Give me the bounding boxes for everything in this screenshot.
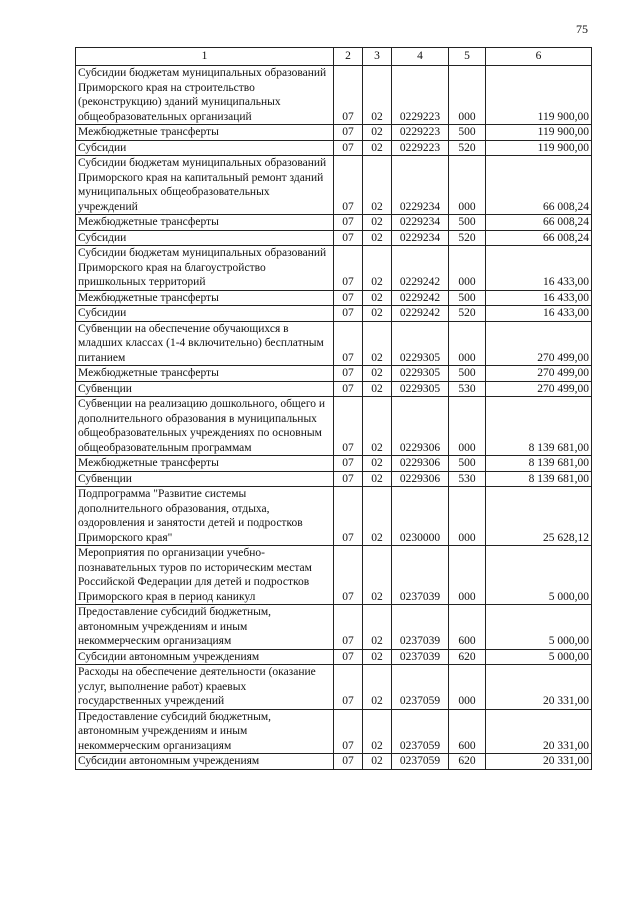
expense-name-cell: Субсидии бюджетам муниципальных образований Приморского края на строительство (реконструкцию) зданий муниципальных общеобразовательных организаций [76, 66, 334, 125]
target-code-cell: 0229305 [392, 321, 449, 366]
amount-cell: 5 000,00 [486, 546, 592, 605]
table-row [76, 709, 592, 754]
table-row [76, 397, 592, 456]
expense-name-cell: Межбюджетные трансферты [76, 215, 334, 231]
section-code-cell: 07 [334, 471, 363, 487]
target-code-cell: 0229234 [392, 156, 449, 215]
expense-type-cell: 000 [449, 546, 486, 605]
section-code-cell: 07 [334, 140, 363, 156]
table-row [76, 140, 592, 156]
target-code-cell: 0229305 [392, 366, 449, 382]
expense-type-cell: 530 [449, 381, 486, 397]
expense-type-cell: 000 [449, 397, 486, 456]
subsection-code-cell: 02 [363, 246, 392, 291]
amount-cell: 16 433,00 [486, 246, 592, 291]
amount-cell: 119 900,00 [486, 125, 592, 141]
subsection-code-cell: 02 [363, 605, 392, 650]
subsection-code-cell: 02 [363, 321, 392, 366]
subsection-code-cell: 02 [363, 215, 392, 231]
expense-name-cell: Подпрограмма "Развитие системы дополнительного образования, отдыха, оздоровления и занятости детей и подростков Приморского края" [76, 487, 334, 546]
table-row [76, 246, 592, 291]
subsection-code-cell: 02 [363, 649, 392, 665]
expense-name-cell: Предоставление субсидий бюджетным, автономным учреждениям и иным некоммерческим организациям [76, 605, 334, 650]
target-code-cell: 0229306 [392, 471, 449, 487]
section-code-cell: 07 [334, 709, 363, 754]
subsection-code-cell: 02 [363, 754, 392, 770]
table-row [76, 754, 592, 770]
table-row [76, 66, 592, 125]
section-code-cell: 07 [334, 156, 363, 215]
header-row [76, 48, 592, 66]
section-code-cell: 07 [334, 125, 363, 141]
table-row [76, 605, 592, 650]
subsection-code-cell: 02 [363, 366, 392, 382]
section-code-cell: 07 [334, 605, 363, 650]
table-row [76, 156, 592, 215]
table-row [76, 306, 592, 322]
table-row [76, 487, 592, 546]
expense-type-cell: 520 [449, 230, 486, 246]
section-code-cell: 07 [334, 754, 363, 770]
amount-cell: 5 000,00 [486, 649, 592, 665]
expense-type-cell: 520 [449, 140, 486, 156]
expense-name-cell: Субсидии автономным учреждениям [76, 754, 334, 770]
subsection-code-cell: 02 [363, 381, 392, 397]
target-code-cell: 0237059 [392, 754, 449, 770]
subsection-code-cell: 02 [363, 546, 392, 605]
target-code-cell: 0229242 [392, 290, 449, 306]
expense-type-cell: 620 [449, 649, 486, 665]
table-row [76, 471, 592, 487]
section-code-cell: 07 [334, 306, 363, 322]
expense-name-cell: Межбюджетные трансферты [76, 366, 334, 382]
table-row [76, 321, 592, 366]
header-col-3: 3 [363, 48, 392, 66]
target-code-cell: 0229223 [392, 66, 449, 125]
amount-cell: 270 499,00 [486, 321, 592, 366]
expense-type-cell: 000 [449, 66, 486, 125]
amount-cell: 66 008,24 [486, 230, 592, 246]
subsection-code-cell: 02 [363, 471, 392, 487]
expense-type-cell: 500 [449, 125, 486, 141]
amount-cell: 5 000,00 [486, 605, 592, 650]
header-col-2: 2 [334, 48, 363, 66]
section-code-cell: 07 [334, 649, 363, 665]
subsection-code-cell: 02 [363, 665, 392, 710]
target-code-cell: 0230000 [392, 487, 449, 546]
subsection-code-cell: 02 [363, 709, 392, 754]
section-code-cell: 07 [334, 487, 363, 546]
expense-name-cell: Предоставление субсидий бюджетным, автономным учреждениям и иным некоммерческим организациям [76, 709, 334, 754]
expense-name-cell: Межбюджетные трансферты [76, 456, 334, 472]
section-code-cell: 07 [334, 381, 363, 397]
amount-cell: 16 433,00 [486, 290, 592, 306]
section-code-cell: 07 [334, 456, 363, 472]
target-code-cell: 0229242 [392, 246, 449, 291]
table-row [76, 649, 592, 665]
amount-cell: 8 139 681,00 [486, 456, 592, 472]
amount-cell: 270 499,00 [486, 381, 592, 397]
expense-type-cell: 500 [449, 456, 486, 472]
amount-cell: 20 331,00 [486, 754, 592, 770]
section-code-cell: 07 [334, 66, 363, 125]
amount-cell: 8 139 681,00 [486, 471, 592, 487]
subsection-code-cell: 02 [363, 66, 392, 125]
expense-type-cell: 500 [449, 290, 486, 306]
target-code-cell: 0237039 [392, 649, 449, 665]
amount-cell: 25 628,12 [486, 487, 592, 546]
expense-type-cell: 600 [449, 605, 486, 650]
expense-name-cell: Субсидии автономным учреждениям [76, 649, 334, 665]
target-code-cell: 0237059 [392, 665, 449, 710]
subsection-code-cell: 02 [363, 456, 392, 472]
expense-type-cell: 520 [449, 306, 486, 322]
target-code-cell: 0237039 [392, 546, 449, 605]
table-body [76, 66, 592, 770]
table-row [76, 456, 592, 472]
table-row [76, 290, 592, 306]
subsection-code-cell: 02 [363, 140, 392, 156]
subsection-code-cell: 02 [363, 125, 392, 141]
expense-name-cell: Субвенции [76, 381, 334, 397]
amount-cell: 119 900,00 [486, 66, 592, 125]
expense-name-cell: Расходы на обеспечение деятельности (оказание услуг, выполнение работ) краевых государственных учреждений [76, 665, 334, 710]
expense-type-cell: 000 [449, 156, 486, 215]
expense-type-cell: 500 [449, 215, 486, 231]
expense-type-cell: 000 [449, 665, 486, 710]
expense-name-cell: Мероприятия по организации учебно-познавательных туров по историческим местам Российской Федерации для детей и подростков Приморского края в период каникул [76, 546, 334, 605]
subsection-code-cell: 02 [363, 290, 392, 306]
section-code-cell: 07 [334, 397, 363, 456]
expense-name-cell: Субсидии [76, 230, 334, 246]
amount-cell: 270 499,00 [486, 366, 592, 382]
amount-cell: 8 139 681,00 [486, 397, 592, 456]
target-code-cell: 0229306 [392, 397, 449, 456]
amount-cell: 119 900,00 [486, 140, 592, 156]
section-code-cell: 07 [334, 665, 363, 710]
subsection-code-cell: 02 [363, 487, 392, 546]
subsection-code-cell: 02 [363, 306, 392, 322]
expense-type-cell: 000 [449, 487, 486, 546]
target-code-cell: 0237059 [392, 709, 449, 754]
table-row [76, 381, 592, 397]
header-col-4: 4 [392, 48, 449, 66]
amount-cell: 20 331,00 [486, 665, 592, 710]
expense-name-cell: Межбюджетные трансферты [76, 290, 334, 306]
amount-cell: 16 433,00 [486, 306, 592, 322]
expense-type-cell: 000 [449, 321, 486, 366]
target-code-cell: 0229305 [392, 381, 449, 397]
subsection-code-cell: 02 [363, 397, 392, 456]
header-col-5: 5 [449, 48, 486, 66]
table-row [76, 215, 592, 231]
expense-type-cell: 500 [449, 366, 486, 382]
section-code-cell: 07 [334, 546, 363, 605]
target-code-cell: 0229223 [392, 125, 449, 141]
table-row [76, 665, 592, 710]
target-code-cell: 0229223 [392, 140, 449, 156]
section-code-cell: 07 [334, 246, 363, 291]
expense-type-cell: 000 [449, 246, 486, 291]
section-code-cell: 07 [334, 215, 363, 231]
expense-name-cell: Субвенции на обеспечение обучающихся в младших классах (1-4 включительно) бесплатным питанием [76, 321, 334, 366]
subsection-code-cell: 02 [363, 156, 392, 215]
target-code-cell: 0229234 [392, 230, 449, 246]
amount-cell: 66 008,24 [486, 156, 592, 215]
expense-name-cell: Субсидии [76, 306, 334, 322]
section-code-cell: 07 [334, 290, 363, 306]
budget-table [75, 47, 592, 770]
subsection-code-cell: 02 [363, 230, 392, 246]
header-col-6: 6 [486, 48, 592, 66]
expense-name-cell: Субсидии бюджетам муниципальных образований Приморского края на благоустройство пришкольных территорий [76, 246, 334, 291]
section-code-cell: 07 [334, 230, 363, 246]
expense-type-cell: 530 [449, 471, 486, 487]
expense-name-cell: Субсидии бюджетам муниципальных образований Приморского края на капитальный ремонт зданий муниципальных общеобразовательных учреждений [76, 156, 334, 215]
target-code-cell: 0229306 [392, 456, 449, 472]
table-row [76, 366, 592, 382]
table-row [76, 125, 592, 141]
table-row [76, 230, 592, 246]
target-code-cell: 0229234 [392, 215, 449, 231]
page-number: 75 [576, 22, 588, 36]
expense-name-cell: Субвенции [76, 471, 334, 487]
target-code-cell: 0229242 [392, 306, 449, 322]
expense-type-cell: 620 [449, 754, 486, 770]
section-code-cell: 07 [334, 366, 363, 382]
amount-cell: 20 331,00 [486, 709, 592, 754]
target-code-cell: 0237039 [392, 605, 449, 650]
amount-cell: 66 008,24 [486, 215, 592, 231]
expense-name-cell: Субвенции на реализацию дошкольного, общего и дополнительного образования в муниципальных общеобразовательных учреждениях по основным общеобразовательным программам [76, 397, 334, 456]
header-col-1: 1 [76, 48, 334, 66]
expense-name-cell: Субсидии [76, 140, 334, 156]
section-code-cell: 07 [334, 321, 363, 366]
table-row [76, 546, 592, 605]
expense-name-cell: Межбюджетные трансферты [76, 125, 334, 141]
expense-type-cell: 600 [449, 709, 486, 754]
